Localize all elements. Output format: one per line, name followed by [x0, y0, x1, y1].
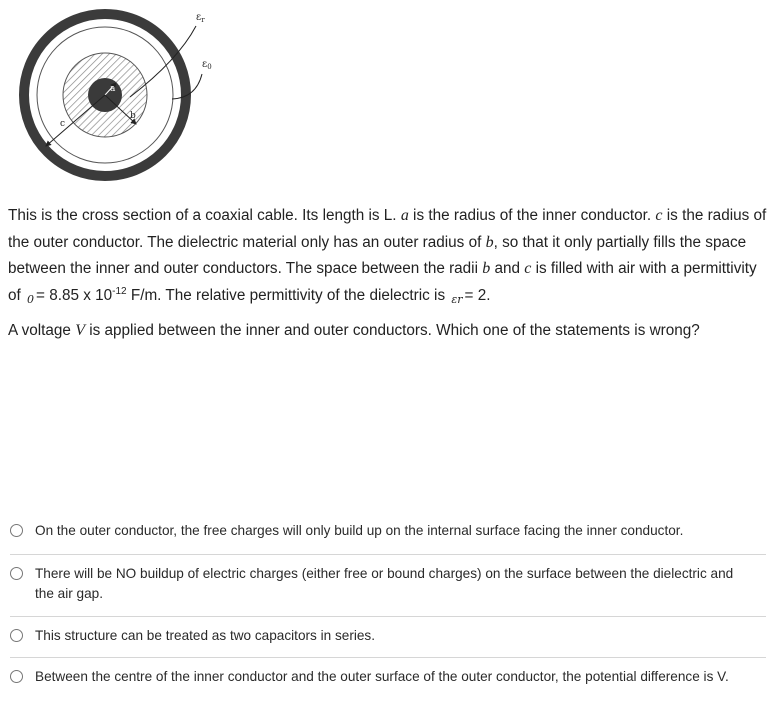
option-2-label: There will be NO buildup of electric charges (either free or bound charges) on the surface between the dielectric and the air gap.: [35, 566, 734, 601]
option-divider: [10, 616, 766, 617]
epsilon-r-symbol: εr: [451, 292, 463, 306]
label-eps-r: $\varepsilon_r$: [196, 12, 205, 24]
option-divider: [10, 554, 766, 555]
label-c: c: [60, 119, 66, 129]
label-b: b: [130, 111, 136, 121]
question-paragraph-2: A voltage V is applied between the inner and outer conductors. Which one of the statements is wrong?: [8, 322, 700, 339]
radio-button-icon[interactable]: [10, 567, 23, 580]
option-4-label: Between the centre of the inner conductor and the outer surface of the outer conductor, the potential difference is V.: [35, 669, 729, 684]
label-eps-0: $\varepsilon_0$: [202, 59, 212, 71]
radio-button-icon[interactable]: [10, 524, 23, 537]
option-1[interactable]: [10, 521, 766, 541]
option-3-label: This structure can be treated as two capacitors in series.: [35, 628, 375, 643]
option-2[interactable]: [10, 564, 766, 604]
option-4[interactable]: [10, 667, 766, 687]
radio-button-icon[interactable]: [10, 629, 23, 642]
option-1-label: On the outer conductor, the free charges will only build up on the internal surface facing the inner conductor.: [35, 523, 684, 538]
question-text: [8, 203, 768, 345]
label-a: a: [110, 84, 116, 94]
radio-button-icon[interactable]: [10, 670, 23, 683]
question-paragraph-1: This is the cross section of a coaxial cable. Its length is L. a is the radius of the inner conductor. c is the radius of the outer conductor. The dielectric material only has an outer radius of b, so that it only partially fills the space between the inner and outer conductors. The space between the radii b and c is filled with air with a permittivity of 0 = 8.85 x $10^{-12}$ F/m. The relative permittivity of the dielectric is εr = 2.: [8, 207, 767, 306]
coaxial-cable-figure: [0, 0, 250, 200]
option-3[interactable]: [10, 626, 766, 646]
option-divider: [10, 657, 766, 658]
epsilon-0-symbol: 0: [27, 292, 35, 306]
